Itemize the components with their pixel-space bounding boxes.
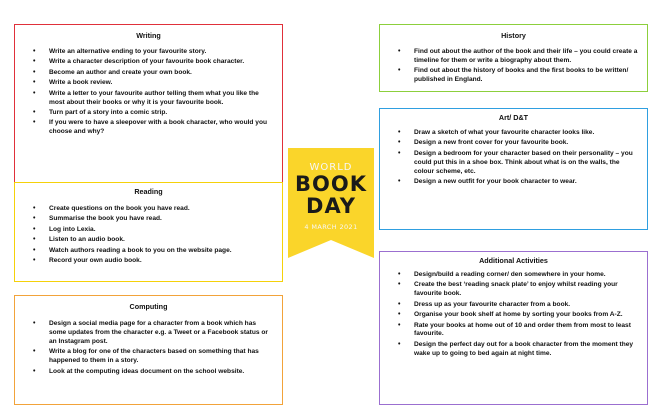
list-item: • Design a bedroom for your character based on their personality – you could put this in a shoe box. Think about what is on the walls, the colour scheme, etc. [414, 150, 639, 177]
banner-book-text: BOOK [295, 172, 367, 196]
computing-panel [14, 295, 283, 405]
list-item: • Design/build a reading corner/ den somewhere in your home. [414, 271, 639, 280]
reading-panel [14, 182, 283, 282]
list-item: • Draw a sketch of what your favourite character looks like. [414, 129, 639, 138]
list-item: • Watch authors reading a book to you on the website page. [49, 247, 274, 256]
reading-title: Reading [134, 187, 163, 196]
list-item: • Create the best ‘reading snack plate’ to enjoy whilst reading your favourite book. [414, 281, 639, 299]
list-item: • Write a letter to your favourite author telling them what you like the most about their books or why it is your favourite book. [49, 90, 274, 108]
list-item: • Write a blog for one of the characters based on something that has happened to them in a story. [49, 348, 274, 366]
list-item: • Design a social media page for a character from a book which has some updates from the character e.g. a Tweet or a Facebook status or an Instagram post. [49, 320, 274, 347]
writing-list [23, 48, 274, 137]
list-item: • Find out about the history of books and the first books to be written/ published in England. [414, 67, 639, 85]
additional-activities-panel [379, 251, 648, 405]
additional-activities-list [388, 271, 639, 359]
list-item: • Look at the computing ideas document on the school website. [49, 368, 274, 377]
history-panel [379, 24, 648, 92]
banner-world-text: WORLD [309, 162, 353, 173]
banner-day-text: DAY [306, 194, 356, 218]
list-item: • Summarise the book you have read. [49, 215, 274, 224]
banner-date-text: 4 MARCH 2021 [304, 223, 358, 231]
list-item: • Find out about the author of the book and their life – you could create a timeline for them or write a biography about them. [414, 48, 639, 66]
list-item: • Write an alternative ending to your favourite story. [49, 48, 274, 57]
art-dt-title: Art/ D&T [498, 113, 529, 122]
list-item: • Turn part of a story into a comic strip. [49, 109, 274, 118]
history-list [388, 48, 639, 85]
art-dt-panel [379, 108, 648, 230]
art-dt-list [388, 129, 639, 187]
list-item: • Create questions on the book you have read. [49, 205, 274, 214]
list-item: • If you were to have a sleepover with a book character, who would you choose and why? [49, 119, 274, 137]
additional-activities-title: Additional Activities [479, 256, 548, 265]
list-item: • Listen to an audio book. [49, 236, 274, 245]
computing-list [23, 320, 274, 376]
list-item: • Record your own audio book. [49, 257, 274, 266]
list-item: • Design a new front cover for your favourite book. [414, 139, 639, 148]
list-item: • Become an author and create your own book. [49, 69, 274, 78]
list-item: • Write a book review. [49, 79, 274, 88]
computing-title: Computing [129, 302, 168, 311]
list-item: • Write a character description of your favourite book character. [49, 58, 274, 67]
list-item: • Design a new outfit for your book character to wear. [414, 178, 639, 187]
list-item: • Dress up as your favourite character from a book. [414, 301, 639, 310]
list-item: • Rate your books at home out of 10 and order them from most to least favourite. [414, 322, 639, 340]
writing-title: Writing [136, 31, 161, 40]
history-title: History [501, 31, 526, 40]
world-book-day-banner [288, 148, 374, 258]
list-item: • Design the perfect day out for a book character from the moment they wake up to going to bed again at night time. [414, 341, 639, 359]
writing-panel [14, 24, 283, 187]
list-item: • Organise your book shelf at home by sorting your books from A-Z. [414, 311, 639, 320]
reading-list [23, 205, 274, 266]
list-item: • Log into Lexia. [49, 226, 274, 235]
